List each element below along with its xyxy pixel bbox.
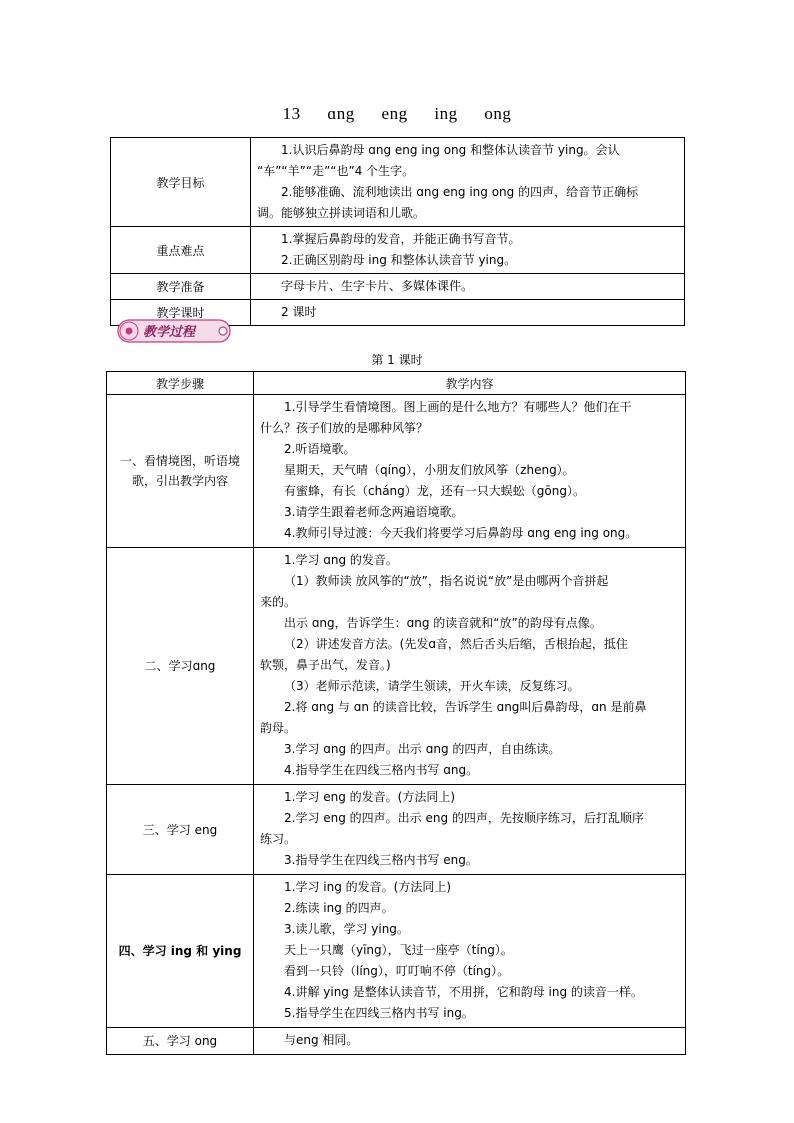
step-content	[254, 548, 686, 785]
text-line: （2）讲述发音方法。(先发ɑ音，然后舌头后缩，舌根抬起，抵住	[284, 637, 628, 651]
text-line: （3）老师示范读，请学生领读，开火车读，反复练习。	[284, 679, 580, 693]
final-ing: ing	[434, 104, 458, 123]
text-line: 出示 ɑng，告诉学生：ɑng 的读音就和“放”的韵母有点像。	[284, 616, 602, 630]
text-line: 1.学习 ing 的发音。(方法同上)	[284, 880, 451, 894]
text-line: 1.引导学生看情境图。图上画的是什么地方？有哪些人？他们在干	[284, 400, 632, 414]
text-line: 3.读儿歌，学习 ying。	[284, 922, 409, 936]
text-line: 看到一只铃（líng），叮叮响不停（tíng）。	[284, 964, 510, 978]
header-content: 教学内容	[254, 372, 686, 395]
step-content	[254, 395, 686, 548]
process-row-1	[107, 395, 686, 548]
text-line: 2.学习 eng 的四声。出示 eng 的四声，先按顺序练习，后打乱顺序	[284, 811, 644, 825]
text-line: 有蜜蜂，有长（cháng）龙，还有一只大蜈蚣（gōng）。	[284, 484, 585, 498]
step-label: 五、学习 ong	[107, 1028, 254, 1055]
text-line: 天上一只鹰（yīng），飞过一座亭（tíng）。	[284, 943, 513, 957]
text-line: 4.指导学生在四线三格内书写 ɑng。	[284, 763, 479, 777]
step-content	[254, 785, 686, 875]
text-line: 1.学习 ɑng 的发音。	[284, 553, 398, 567]
step-label: 一、看情境图，听语境歌，引出教学内容	[107, 395, 254, 548]
text-line: 调。能够独立拼读词语和儿歌。	[257, 206, 426, 220]
overview-content	[251, 274, 685, 300]
text-line: “车”“羊”“走”“也”4 个生字。	[257, 164, 415, 178]
text-line: 练习。	[260, 832, 297, 846]
lesson-title	[0, 104, 794, 124]
overview-label: 重点难点	[111, 227, 251, 274]
final-eng: eng	[381, 104, 408, 123]
text-line: 什么？孩子们放的是哪种风筝？	[260, 421, 429, 435]
text-line: 2.正确区别韵母 ing 和整体认读音节 ying。	[281, 253, 517, 267]
logo-text: 教学过程	[143, 325, 196, 340]
process-row-4	[107, 875, 686, 1028]
text-line: 1.学习 eng 的发音。(方法同上)	[284, 790, 456, 804]
process-header-row	[107, 372, 686, 395]
step-label: 四、学习 ing 和 ying	[107, 875, 254, 1028]
overview-label: 教学课时	[111, 300, 251, 326]
text-line: 3.指导学生在四线三格内书写 eng。	[284, 853, 478, 867]
header-step: 教学步骤	[107, 372, 254, 395]
final-ong: ong	[484, 104, 512, 123]
overview-table	[110, 137, 685, 326]
text-line: 1.掌握后鼻韵母的发音，并能正确书写音节。	[281, 232, 521, 246]
text-line: 4.讲解 ying 是整体认读音节，不用拼，它和韵母 ing 的读音一样。	[284, 985, 643, 999]
step-label: 三、学习 eng	[107, 785, 254, 875]
text-line: 2.能够准确、流利地读出 ɑng eng ing ong 的四声，给音节正确标	[281, 185, 639, 199]
process-row-5	[107, 1028, 686, 1055]
text-line: 星期天，天气晴（qíng），小朋友们放风筝（zheng）。	[284, 463, 575, 477]
overview-content	[251, 300, 685, 326]
text-line: 4.教师引导过渡：今天我们将要学习后鼻韵母 ɑng eng ing ong。	[284, 526, 638, 540]
lesson-number: 13	[282, 104, 301, 123]
step-content	[254, 1028, 686, 1055]
text-line: 2 课时	[281, 305, 317, 319]
text-line: 2.将 ɑng 与 ɑn 的读音比较，告诉学生 ɑng叫后鼻韵母，ɑn 是前鼻	[284, 700, 647, 714]
overview-label: 教学目标	[111, 138, 251, 227]
text-line: 2.听语境歌。	[284, 442, 356, 456]
step-label: 二、学习ɑng	[107, 548, 254, 785]
text-line: 来的。	[260, 595, 297, 609]
overview-label: 教学准备	[111, 274, 251, 300]
process-row-3	[107, 785, 686, 875]
process-table	[106, 371, 686, 1055]
overview-row-goals	[111, 138, 685, 227]
session-title: 第 1 课时	[371, 353, 423, 367]
text-line: （1）教师读 放风筝的“放”，指名说说“放”是由哪两个音拼起	[284, 574, 609, 588]
overview-row-preparation	[111, 274, 685, 300]
text-line: 软颚，鼻子出气，发音。)	[260, 658, 391, 672]
text-line: 2.练读 ing 的四声。	[284, 901, 394, 915]
text-line: 字母卡片、生字卡片、多媒体课件。	[281, 279, 474, 293]
teaching-process-logo	[117, 316, 233, 346]
overview-content	[251, 138, 685, 227]
process-row-2	[107, 548, 686, 785]
text-line: 3.学习 ɑng 的四声。出示 ɑng 的四声，自由练读。	[284, 742, 561, 756]
text-line: 1.认识后鼻韵母 ɑng eng ing ong 和整体认读音节 ying。会认	[281, 143, 620, 157]
step-content	[254, 875, 686, 1028]
final-ang: ɑng	[327, 104, 355, 123]
text-line: 5.指导学生在四线三格内书写 ing。	[284, 1006, 474, 1020]
text-line: 韵母。	[260, 721, 297, 735]
text-line: 3.请学生跟着老师念两遍语境歌。	[284, 505, 464, 519]
text-line: 与eng 相同。	[284, 1033, 359, 1047]
overview-row-key-points	[111, 227, 685, 274]
overview-content	[251, 227, 685, 274]
